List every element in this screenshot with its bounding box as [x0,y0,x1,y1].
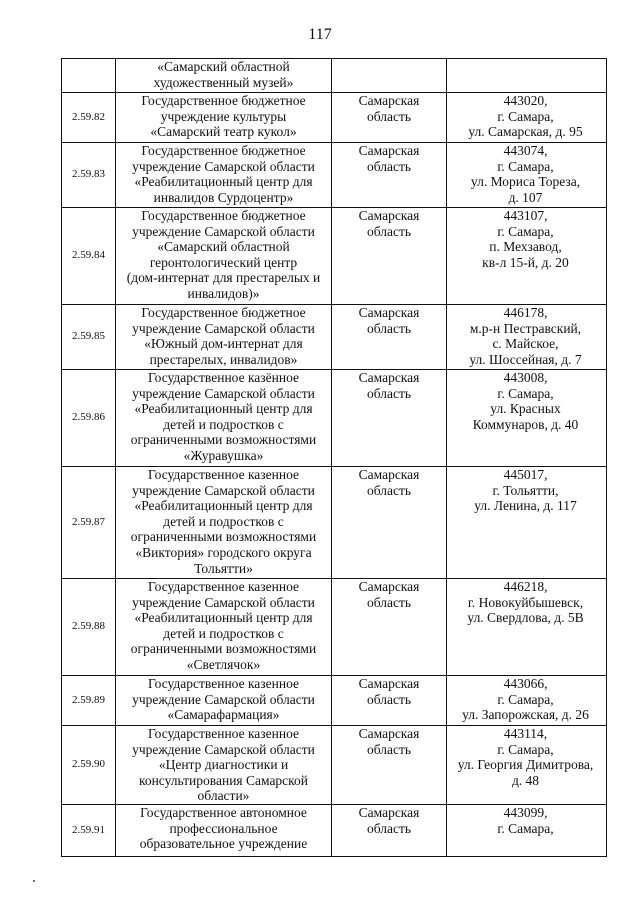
institution-name-cell [116,59,332,93]
region-cell [332,143,447,208]
table-row [62,59,607,93]
address-cell [447,467,607,579]
institution-name-cell [116,579,332,676]
registry-table [61,58,607,857]
row-number-cell: 2.59.89 [62,676,116,726]
cell-line: п. Мехзавод, [489,239,562,255]
table-row [62,370,607,467]
cell-line: ограниченными возможностями [130,432,317,448]
cell-line: 443099, [503,804,548,820]
cell-line: учреждение Самарской области [132,385,315,401]
table-row [62,579,607,676]
region-cell [332,305,447,370]
cell-line: «Виктория» городского округа [135,544,312,560]
cell-line: г. Самара, [497,158,554,174]
page-number: 117 [308,26,332,43]
cell-line: детей и подростков с [163,416,284,432]
cell-line: области» [197,788,250,804]
cell-line: г. Тольятти, [492,482,559,498]
cell-line: м.р-н Пестравский, [469,320,582,336]
cell-line: г. Самара, [497,691,554,707]
cell-line: ул. Мориса Тореза, [470,174,581,190]
region-cell [332,467,447,579]
address-cell [447,208,607,305]
row-number-cell: 2.59.87 [62,467,116,579]
cell-line: д. 48 [511,772,540,788]
cell-line: кв-л 15-й, д. 20 [482,254,569,270]
cell-line: область [366,108,412,124]
cell-line: область [366,385,412,401]
cell-line: ул. Самарская, д. 95 [468,124,583,140]
cell-line: область [366,691,412,707]
region-cell [332,579,447,676]
row-number-cell: 2.59.91 [62,804,116,856]
cell-line: Государственное казенное [148,726,299,741]
cell-line: область [366,158,412,174]
cell-line: инвалидов)» [187,285,260,301]
cell-line: «Реабилитационный центр для [134,498,313,514]
cell-line: учреждение культуры [160,108,287,124]
cell-line: художественный музей» [153,74,294,90]
cell-line: «Реабилитационный центр для [134,610,313,626]
cell-line: 443066, [503,676,548,691]
cell-line: Самарская [358,579,420,594]
cell-line: ограниченными возможностями [130,641,317,657]
cell-line: г. Самара, [497,741,554,757]
address-cell [447,579,607,676]
cell-line: 443008, [503,370,548,385]
cell-line: «Журавушка» [183,447,264,463]
cell-line: Самарская [358,208,420,223]
row-number-cell: 2.59.88 [62,579,116,676]
cell-line: 443107, [503,208,548,223]
region-cell [332,59,447,93]
cell-line: «Самарский областной [157,59,290,74]
cell-line: «Самарский областной [157,239,290,255]
institution-name-cell [116,676,332,726]
table-row [62,208,607,305]
address-cell [447,370,607,467]
region-cell [332,676,447,726]
cell-line: детей и подростков с [163,625,284,641]
cell-line: г. Самара, [497,820,554,836]
cell-line: г. Самара, [497,223,554,239]
cell-line: 443020, [503,93,548,108]
cell-line: учреждение Самарской области [132,482,315,498]
cell-line: область [366,594,412,610]
cell-line: 443114, [503,726,548,741]
row-number-cell: 2.59.84 [62,208,116,305]
cell-line: «Центр диагностики и [158,757,289,773]
cell-line: Самарская [358,676,420,691]
row-number-cell [62,59,116,93]
cell-line: учреждение Самарской области [132,691,315,707]
address-cell [447,804,607,856]
cell-line: область [366,482,412,498]
cell-line: геронтологический центр [149,254,298,270]
cell-line: г. Новокуйбышевск, [467,594,584,610]
institution-name-cell [116,804,332,856]
institution-name-cell [116,726,332,805]
cell-line: Государственное автономное [140,804,307,820]
institution-name-cell [116,305,332,370]
cell-line: «Реабилитационный центр для [134,174,313,190]
cell-line: детей и подростков с [163,513,284,529]
cell-line: Государственное казенное [148,676,299,691]
cell-line: Самарская [358,467,420,482]
cell-line: «Реабилитационный центр для [134,401,313,417]
table-row [62,676,607,726]
cell-line: ул. Запорожская, д. 26 [462,707,589,723]
cell-line: Государственное бюджетное [141,143,306,158]
region-cell [332,93,447,143]
cell-line: «Южный дом-интернат для [144,336,303,352]
cell-line: Самарская [358,143,420,158]
cell-line: Государственное бюджетное [141,93,306,108]
cell-line: учреждение Самарской области [132,158,315,174]
cell-line: образовательное учреждение [139,836,308,852]
cell-line: инвалидов Сурдоцентр» [153,189,294,205]
cell-line: (дом-интернат для престарелых и [126,270,321,286]
row-number-cell: 2.59.83 [62,143,116,208]
address-cell [447,143,607,208]
cell-line: Государственное бюджетное [141,305,306,320]
cell-line: учреждение Самарской области [132,320,315,336]
cell-line: 445017, [503,467,548,482]
cell-line: д. 107 [508,189,543,205]
cell-line: Тольятти» [194,560,253,576]
cell-line: ул. Ленина, д. 117 [474,498,577,514]
cell-line: консультирования Самарской [138,772,309,788]
cell-line: 443074, [503,143,548,158]
cell-line: с. Майское, [492,336,559,352]
cell-line: 446218, [503,579,548,594]
cell-line: Самарская [358,804,420,820]
cell-line: Самарская [358,305,420,320]
region-cell [332,804,447,856]
cell-line: Коммунаров, д. 40 [472,416,579,432]
scan-speck [33,880,35,882]
cell-line: учреждение Самарской области [132,741,315,757]
registry-table-body [62,59,607,857]
cell-line: область [366,820,412,836]
cell-line: г. Самара, [497,108,554,124]
cell-line: «Самарский театр кукол» [150,124,297,140]
cell-line: Самарская [358,370,420,385]
table-row [62,305,607,370]
address-cell [447,59,607,93]
cell-line: Государственное казенное [148,579,299,594]
cell-line: область [366,741,412,757]
cell-line: ограниченными возможностями [130,529,317,545]
cell-line: профессиональное [169,820,278,836]
institution-name-cell [116,467,332,579]
row-number-cell: 2.59.86 [62,370,116,467]
cell-line: ул. Шоссейная, д. 7 [469,351,582,367]
cell-line: ул. Красных [490,401,561,417]
cell-line: ул. Свердлова, д. 5В [467,610,584,626]
row-number-cell: 2.59.90 [62,726,116,805]
address-cell [447,305,607,370]
cell-line: Государственное казенное [148,467,299,482]
row-number-cell: 2.59.82 [62,93,116,143]
table-row [62,467,607,579]
row-number-cell: 2.59.85 [62,305,116,370]
cell-line: 446178, [503,305,548,320]
address-cell [447,726,607,805]
cell-line: престарелых, инвалидов» [149,351,298,367]
region-cell [332,208,447,305]
institution-name-cell [116,208,332,305]
cell-line: Государственное казённое [148,370,299,385]
cell-line: «Самарафармация» [167,707,280,723]
cell-line: Самарская [358,726,420,741]
table-row [62,143,607,208]
cell-line: ул. Георгия Димитрова, [457,757,594,773]
cell-line: область [366,223,412,239]
table-row [62,726,607,805]
cell-line: «Светлячок» [186,656,261,672]
institution-name-cell [116,93,332,143]
cell-line: Самарская [358,93,420,108]
region-cell [332,370,447,467]
table-row [62,93,607,143]
cell-line: Государственное бюджетное [141,208,306,223]
cell-line: г. Самара, [497,385,554,401]
address-cell [447,93,607,143]
table-row [62,804,607,856]
institution-name-cell [116,370,332,467]
cell-line: учреждение Самарской области [132,594,315,610]
address-cell [447,676,607,726]
region-cell [332,726,447,805]
cell-line: область [366,320,412,336]
institution-name-cell [116,143,332,208]
cell-line: учреждение Самарской области [132,223,315,239]
